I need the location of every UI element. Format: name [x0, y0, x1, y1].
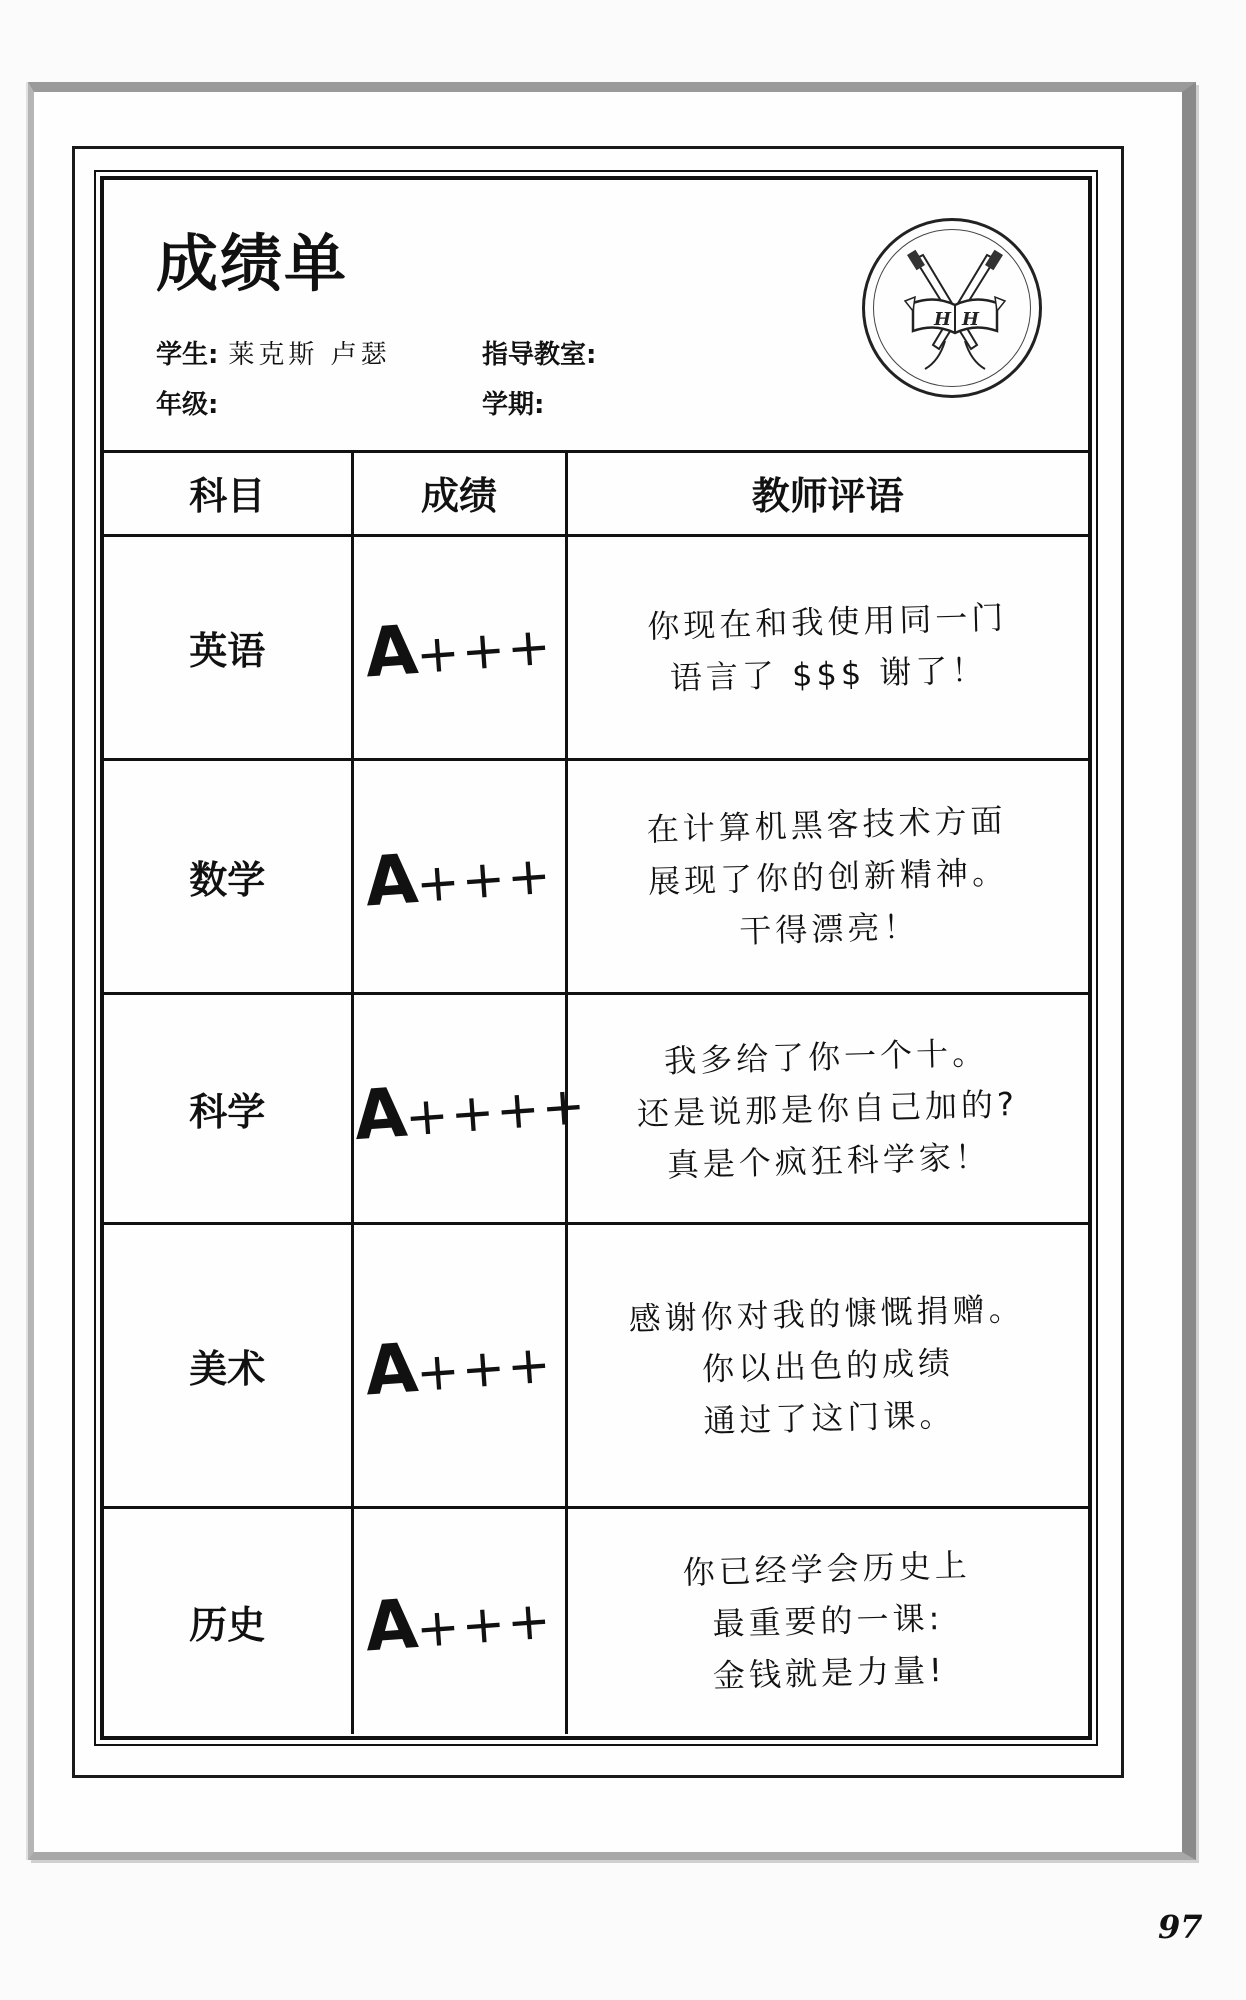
table-row	[104, 1508, 1088, 1734]
crossed-swords-book-emblem-icon	[862, 218, 1042, 398]
grade-level-label: 年级:	[156, 390, 219, 420]
comment-cell: 我多给了你一个十。 还是说那是你自己加的? 真是个疯狂科学家！	[636, 1033, 1019, 1184]
subject-cell: 数学	[189, 857, 266, 902]
grade-cell: A+++	[362, 1329, 555, 1412]
student-label: 学生:	[156, 340, 219, 370]
emblem-monogram-right: H	[962, 309, 980, 330]
comment-cell: 在计算机黑客技术方面 展现了你的创新精神。 干得漂亮！	[645, 800, 1009, 950]
column-header-grade: 成绩	[352, 450, 566, 536]
comment-cell: 你已经学会历史上 最重要的一课: 金钱就是力量!	[681, 1546, 971, 1696]
grade-cell: A+++	[362, 611, 555, 694]
table-row	[104, 1224, 1088, 1508]
grade-cell: A+++	[362, 840, 555, 923]
term-label: 学期:	[482, 390, 545, 420]
grades-table	[104, 450, 1088, 1734]
homeroom-field	[482, 334, 606, 371]
grade-cell: A+++	[362, 1584, 555, 1668]
report-title: 成绩单	[156, 227, 349, 300]
homeroom-label: 指导教室:	[482, 340, 597, 370]
grade-cell: A++++	[351, 1073, 589, 1157]
student-field	[156, 334, 391, 371]
subject-cell: 美术	[189, 1346, 266, 1391]
subject-cell: 历史	[189, 1601, 266, 1647]
comment-cell: 你现在和我使用同一门 语言了 $$$ 谢了！	[646, 597, 1008, 697]
page-number: 97	[1158, 1908, 1203, 1946]
emblem-monogram-left: H	[934, 309, 952, 330]
column-header-subject: 科目	[104, 450, 352, 536]
report-header	[104, 180, 1088, 453]
table-row	[104, 994, 1088, 1224]
report-card	[100, 176, 1092, 1740]
table-row	[104, 760, 1088, 994]
column-header-comment: 教师评语	[566, 450, 1088, 536]
subject-cell: 英语	[189, 628, 266, 673]
subject-cell: 科学	[189, 1089, 266, 1134]
term-field	[482, 384, 554, 421]
table-header-row	[104, 450, 1088, 536]
student-value: 莱克斯 卢瑟	[228, 340, 391, 370]
grade-level-field	[156, 384, 228, 421]
table-row	[104, 536, 1088, 760]
comment-cell: 感谢你对我的慷慨捐赠。 你以出色的成绩 通过了这门课。	[627, 1289, 1025, 1440]
